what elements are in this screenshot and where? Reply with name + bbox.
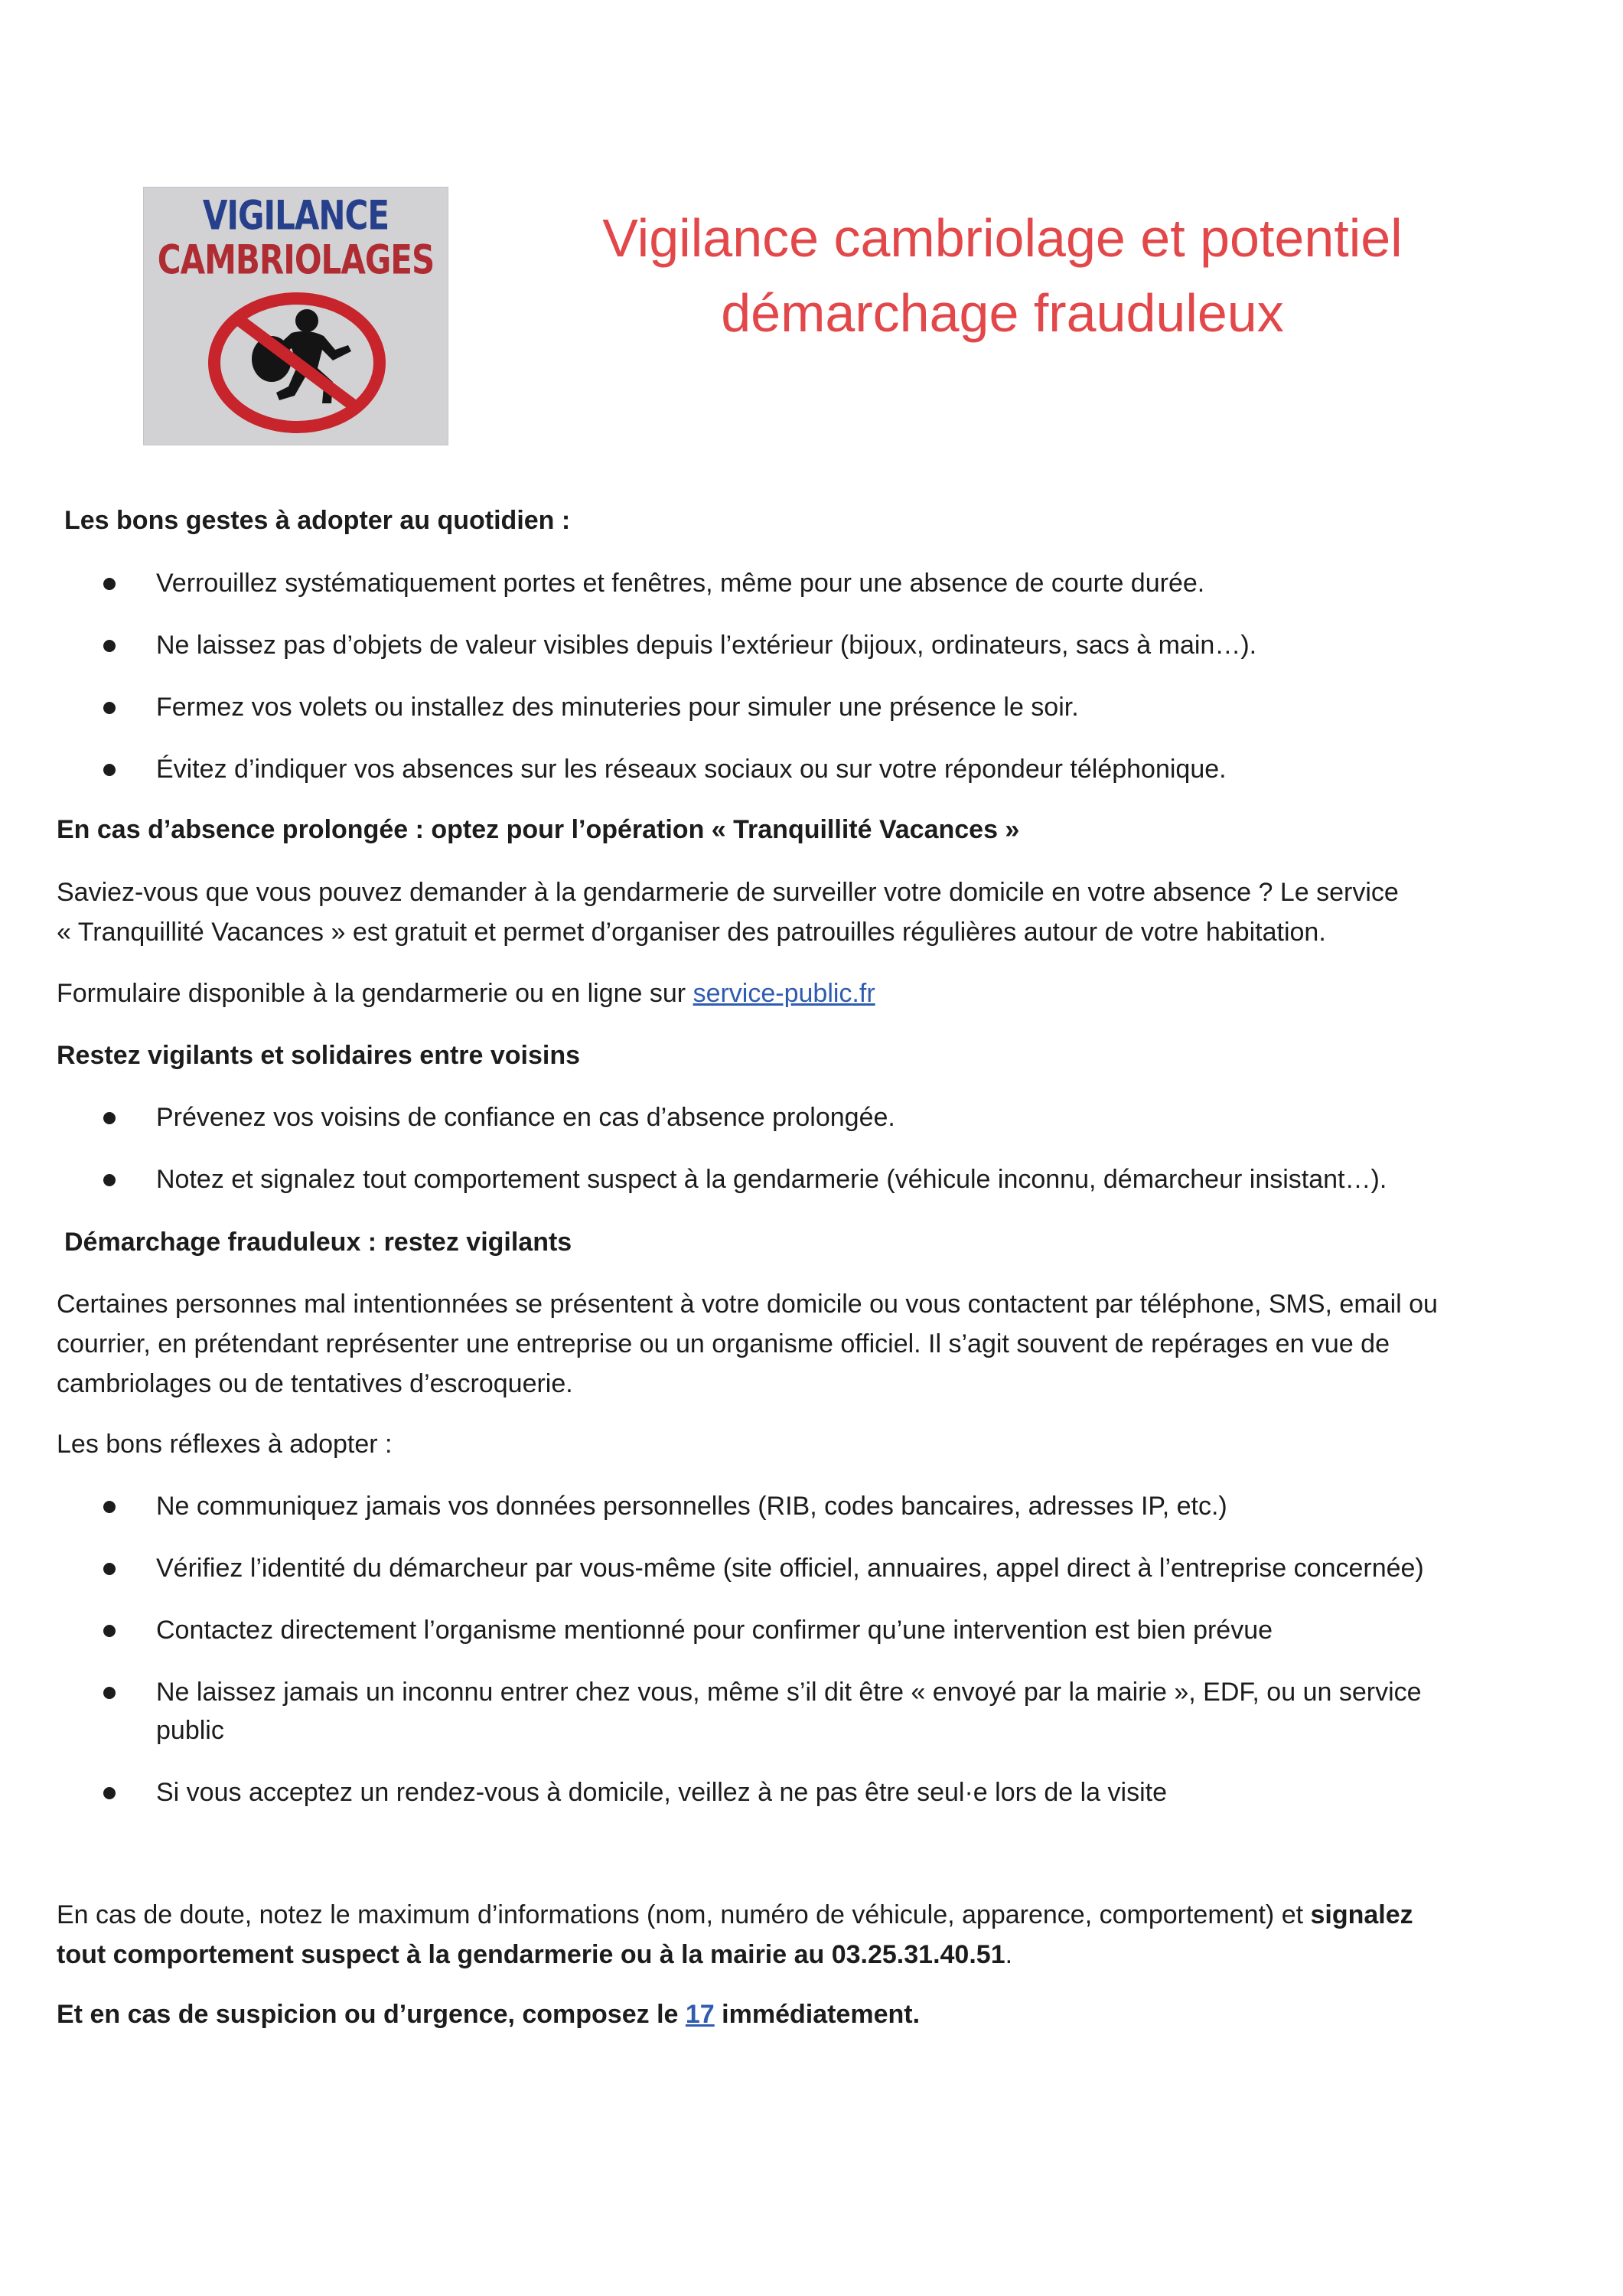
section-heading-neighbours: Restez vigilants et solidaires entre voisins bbox=[57, 1041, 581, 1070]
emergency-number-link[interactable]: 17 bbox=[685, 2000, 715, 2029]
paragraph-line: « Tranquillité Vacances » est gratuit et permet d’organiser des patrouilles régulières autour de votre habitation. bbox=[57, 918, 1326, 947]
logo-line-2: CAMBRIOLAGES bbox=[157, 236, 435, 284]
form-availability-text bbox=[57, 974, 1556, 1013]
list-item: Verrouillez systématiquement portes et fenêtres, même pour une absence de courte durée. bbox=[156, 569, 1205, 598]
page-title bbox=[505, 201, 1500, 351]
form-text: Formulaire disponible à la gendarmerie ou en ligne sur bbox=[57, 979, 693, 1008]
footer-text: En cas de doute, notez le maximum d’informations (nom, numéro de véhicule, apparence, comportement) et bbox=[57, 1900, 1311, 1929]
list-item: Prévenez vos voisins de confiance en cas d’absence prolongée. bbox=[156, 1103, 895, 1132]
bullet-dot bbox=[103, 1625, 116, 1637]
list-item: Ne laissez pas d’objets de valeur visibles depuis l’extérieur (bijoux, ordinateurs, sacs à main…). bbox=[156, 631, 1257, 660]
list-item: Ne communiquez jamais vos données personnelles (RIB, codes bancaires, adresses IP, etc.) bbox=[156, 1492, 1227, 1521]
urgent-call-line bbox=[57, 1994, 1556, 2034]
footer-bold-text: signalez bbox=[1310, 1900, 1413, 1929]
urgent-text: Et en cas de suspicion ou d’urgence, composez le bbox=[57, 2000, 686, 2029]
list-item: Contactez directement l’organisme mentionné pour confirmer qu’une intervention est bien prévue bbox=[156, 1616, 1273, 1645]
paragraph-line: cambriolages ou de tentatives d’escroquerie. bbox=[57, 1369, 573, 1398]
footer-line-2 bbox=[57, 1935, 1556, 1975]
list-item: Notez et signalez tout comportement suspect à la gendarmerie (véhicule inconnu, démarcheur insistant…). bbox=[156, 1165, 1387, 1194]
bullet-dot bbox=[103, 1501, 116, 1513]
list-item: Vérifiez l’identité du démarcheur par vous-même (site officiel, annuaires, appel direct à l’entreprise concernée) bbox=[156, 1554, 1424, 1583]
bullet-dot bbox=[103, 640, 116, 652]
section-heading-tranquillite-vacances: En cas d’absence prolongée : optez pour l’opération « Tranquillité Vacances » bbox=[57, 815, 1020, 844]
bullet-dot bbox=[103, 1112, 116, 1124]
vigilance-cambriolages-logo bbox=[143, 187, 448, 445]
list-item: Si vous acceptez un rendez-vous à domicile, veillez à ne pas être seul·e lors de la visite bbox=[156, 1778, 1168, 1807]
service-public-link[interactable]: service-public.fr bbox=[693, 979, 875, 1008]
section-heading-daily-gestures: Les bons gestes à adopter au quotidien : bbox=[64, 506, 571, 535]
bullet-dot bbox=[103, 1787, 116, 1799]
reflexes-intro: Les bons réflexes à adopter : bbox=[57, 1430, 393, 1459]
title-line-2: démarchage frauduleux bbox=[721, 283, 1284, 343]
bullet-dot bbox=[103, 578, 116, 590]
list-item: Ne laissez jamais un inconnu entrer chez vous, même s’il dit être « envoyé par la mairie », EDF, ou un service bbox=[156, 1678, 1422, 1707]
bullet-dot bbox=[103, 1563, 116, 1575]
logo-line-1: VIGILANCE bbox=[202, 191, 389, 240]
paragraph-line: courrier, en prétendant représenter une entreprise ou un organisme officiel. Il s’agit souvent de repérages en vue de bbox=[57, 1329, 1390, 1358]
footer-line-1 bbox=[57, 1895, 1556, 1935]
no-burglar-icon bbox=[201, 289, 393, 438]
bullet-dot bbox=[103, 702, 116, 714]
list-item-continuation: public bbox=[156, 1716, 224, 1745]
title-line-1: Vigilance cambriolage et potentiel bbox=[602, 208, 1403, 268]
bullet-dot bbox=[103, 1174, 116, 1186]
paragraph-line: Saviez-vous que vous pouvez demander à la gendarmerie de surveiller votre domicile en votre absence ? Le service bbox=[57, 878, 1399, 907]
list-item: Évitez d’indiquer vos absences sur les réseaux sociaux ou sur votre répondeur téléphonique. bbox=[156, 755, 1227, 784]
list-item: Fermez vos volets ou installez des minuteries pour simuler une présence le soir. bbox=[156, 693, 1079, 722]
section-heading-fraudulent-canvassing: Démarchage frauduleux : restez vigilants bbox=[64, 1228, 572, 1257]
bullet-dot bbox=[103, 764, 116, 776]
footer-bold-text: tout comportement suspect à la gendarmerie ou à la mairie au 03.25.31.40.51 bbox=[57, 1940, 1005, 1969]
footer-text: . bbox=[1005, 1940, 1013, 1969]
urgent-text: immédiatement. bbox=[714, 2000, 921, 2029]
paragraph-line: Certaines personnes mal intentionnées se présentent à votre domicile ou vous contactent par téléphone, SMS, email ou bbox=[57, 1290, 1438, 1319]
bullet-dot bbox=[103, 1687, 116, 1699]
